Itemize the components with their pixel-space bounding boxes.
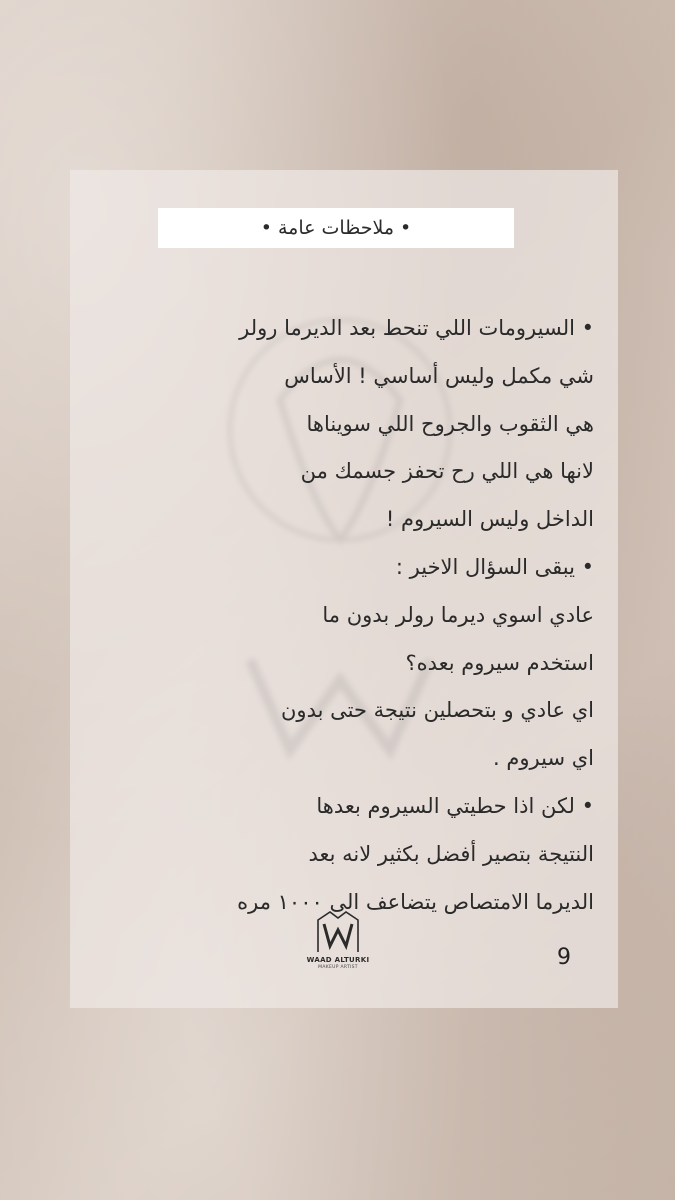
note-line: النتيجة بتصير أفضل بكثير لانه بعد <box>308 841 594 866</box>
note-line: هي الثقوب والجروح اللي سويناها <box>306 411 594 436</box>
note-line: الديرما الامتصاص يتضاعف الى ١٠٠٠ مره <box>237 889 594 914</box>
note-line: • لكن اذا حطيتي السيروم بعدها <box>316 793 594 818</box>
note-line: اي سيروم . <box>493 746 594 771</box>
note-line: عادي اسوي ديرما رولر بدون ما <box>322 602 594 627</box>
note-line: شي مكمل وليس أساسي ! الأساس <box>284 363 594 388</box>
page-number: 9 <box>557 945 571 970</box>
brand-name: WAAD ALTURKI <box>306 956 370 964</box>
note-line: الداخل وليس السيروم ! <box>385 507 594 532</box>
brand-mark-icon <box>312 908 364 954</box>
content-card <box>70 170 618 1008</box>
note-line: • السيرومات اللي تنحط بعد الديرما رولر <box>239 316 594 340</box>
note-line: لانها هي اللي رح تحفز جسمك من <box>300 459 594 484</box>
note-line: استخدم سيروم بعده؟ <box>405 650 594 675</box>
notes-body <box>84 305 594 926</box>
section-title-box <box>158 208 514 248</box>
note-line: اي عادي و بتحصلين نتيجة حتى بدون <box>281 698 594 723</box>
brand-logo <box>298 908 378 986</box>
section-title: • ملاحظات عامة • <box>260 217 412 239</box>
note-line: • يبقى السؤال الاخير : <box>395 554 594 579</box>
brand-tagline: MAKEUP ARTIST <box>318 965 358 970</box>
